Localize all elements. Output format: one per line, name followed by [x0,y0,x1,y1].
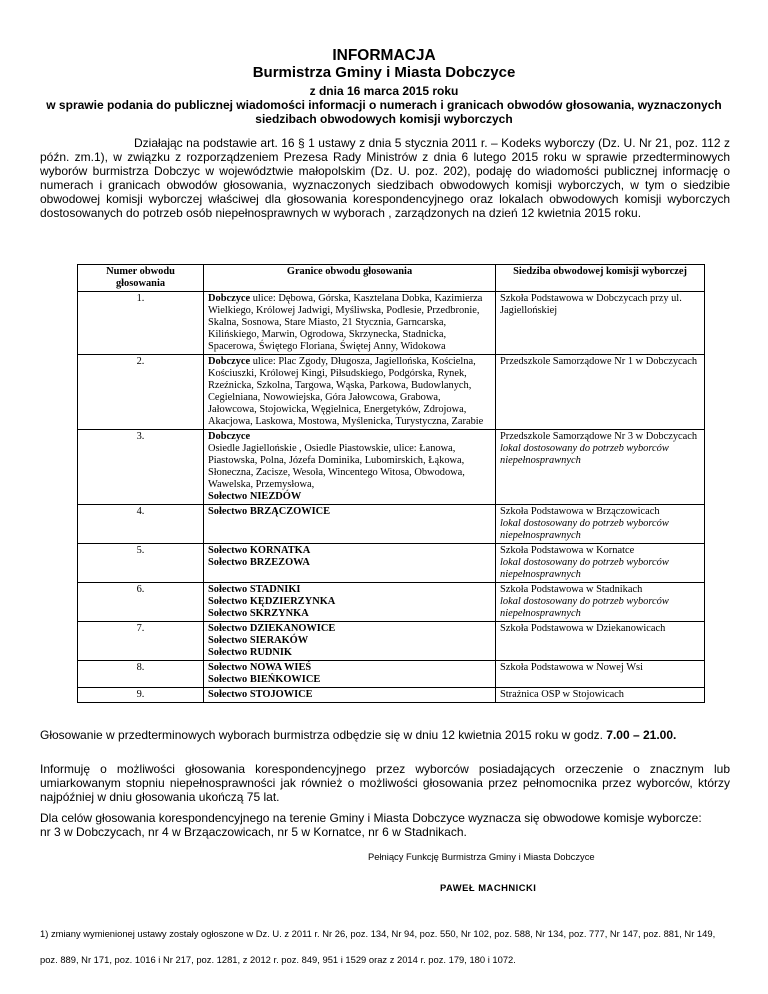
seat-name: Przedszkole Samorządowe Nr 3 w Dobczycach [500,431,698,442]
table-row [78,661,705,688]
bounds-streets: ulice: Plac Zgody, Długosza, Jagiellońska, Kościelna, Kościuszki, Królowej Kingi, Piłsudskiego, Podgórska, Rynek, Rzeźnicka, Szkolna, Targowa, Wąska, Parkowa, Budowlanych, Cegielniana, Nowowiejska, Góra Jałowcowa, Grabowa, Jałowcowa, Stojowicka, Węgielnica, Energetyków, Zdrojowa, Akacjowa, Laskowa, Mostowa, Myślenicka, Turystyczna, Zarabie [208,356,484,427]
table-row [78,688,705,703]
table-row [78,505,705,544]
doc-subtitle: Burmistrza Gminy i Miasta Dobczyce [252,64,516,81]
seat-name: Szkoła Podstawowa w Dziekanowicach [500,623,666,634]
header-bounds: Granice obwodu głosowania [204,265,496,292]
seat-accessibility-note: lokal dostosowany do potrzeb wyborców niepełnosprawnych [500,518,669,541]
row-number: 7. [78,622,204,661]
bounds-solectwo: Sołectwo NOWA WIEŚ [208,662,312,673]
bounds-solectwo: Sołectwo STOJOWICE [208,689,313,700]
row-seat [496,544,705,583]
row-bounds [204,661,496,688]
row-number: 3. [78,430,204,505]
row-bounds [204,292,496,355]
intro-paragraph [40,136,730,220]
bounds-solectwo: Sołectwo BRZĄCZOWICE [208,506,331,517]
row-bounds [204,430,496,505]
row-number: 6. [78,583,204,622]
table-row [78,544,705,583]
row-number: 8. [78,661,204,688]
bounds-solectwo: Sołectwo KĘDZIERZYNKA [208,596,336,607]
row-seat [496,355,705,430]
table-row [78,292,705,355]
doc-subject: w sprawie podania do publicznej wiadomości informacji o numerach i granicach obwodów głosowania, wyznaczonych siedzibach obwodowych komisji wyborczych [46,98,722,126]
voting-date-paragraph [40,728,730,742]
signature-name: PAWEŁ MACHNICKI [440,882,537,893]
commissions-paragraph [40,811,730,839]
row-bounds [204,583,496,622]
commissions-line1: Dla celów głosowania korespondencyjnego na terenie Gminy i Miasta Dobczyce wyznacza się obwodowe komisje wyborcze: [40,811,702,825]
row-seat [496,688,705,703]
footnote: 1) zmiany wymienionej ustawy zostały ogłoszone w Dz. U. z 2011 r. Nr 26, poz. 134, Nr 94, poz. 550, Nr 102, poz. 588, Nr 134, poz. 777, Nr 147, poz. 881, Nr 149, poz. 889, Nr 171, poz. 1016 i Nr 217, poz. 1281, z 2012 r. poz. 849, 951 i 1529 oraz z 2014 r. poz. 179, 180 i 1072. [40,928,716,965]
seat-name: Szkoła Podstawowa w Kornatce [500,545,635,556]
row-number: 4. [78,505,204,544]
bounds-streets: Osiedle Jagiellońskie , Osiedle Piastowskie, ulice: Łanowa, Piastowska, Polna, Józefa Dominika, Lubomirskich, Łąkowa, Słoneczna, Zacisze, Wesoła, Wincentego Witosa, Obwodowa, Wawelska, Przemysłowa, [208,443,465,490]
seat-name: Szkoła Podstawowa w Stadnikach [500,584,643,595]
table-header-row [78,265,705,292]
seat-accessibility-note: lokal dostosowany do potrzeb wyborców niepełnosprawnych [500,557,669,580]
row-bounds [204,505,496,544]
voting-hours: 7.00 – 21.00. [606,728,677,742]
commissions-line2: nr 3 w Dobczycach, nr 4 w Brząaczowicach, nr 5 w Kornatce, nr 6 w Stadnikach. [40,825,467,839]
bounds-solectwo: Sołectwo SIERAKÓW [208,635,309,646]
table-row [78,622,705,661]
bounds-solectwo: Sołectwo SKRZYNKA [208,608,309,619]
row-number: 2. [78,355,204,430]
signature-role: Pełniący Funkcję Burmistrza Gminy i Miasta Dobczyce [368,851,595,862]
row-bounds [204,688,496,703]
seat-name: Szkoła Podstawowa w Dobczycach przy ul. Jagiellońskiej [500,293,682,316]
row-bounds [204,355,496,430]
voting-text: Głosowanie w przedterminowych wyborach burmistrza odbędzie się w dniu 12 kwietnia 2015 roku w godz. [40,728,603,742]
row-seat [496,292,705,355]
bounds-solectwo: Sołectwo BRZEZOWA [208,557,310,568]
intro-text: Działając na podstawie art. 16 § 1 ustawy z dnia 5 stycznia 2011 r. – Kodeks wyborczy (Dz. U. Nr 21, poz. 112 z późn. zm.1), w związku z rozporządzeniem Prezesa Rady Ministrów z dnia 6 lutego 2015 roku w sprawie przedterminowych wyborów burmistrza Dobczyc w województwie małopolskim (Dz. U. poz. 202), podaję do wiadomości publicznej informację o numerach i granicach obwodów głosowania, wyznaczonych siedzibach obwodowych komisji wyborczych, w tym o siedzibie obwodowej komisji wyborczej właściwej dla głosowania korespondencyjnego oraz lokalach obwodowych komisji wyborczych dostosowanych do potrzeb osób niepełnosprawnych w wyborach , zarządzonych na dzień 12 kwietnia 2015 roku. [40,136,730,220]
seat-accessibility-note: lokal dostosowany do potrzeb wyborców niepełnosprawnych [500,596,669,619]
table-row [78,355,705,430]
row-seat [496,505,705,544]
correspondence-paragraph: Informuję o możliwości głosowania korespondencyjnego przez wyborców posiadających orzeczenie o znacznym lub umiarkowanym stopniu niepełnosprawności jak również o możliwości głosowania przez pełnomocnika przez wyborców, którzy najpóźniej w dniu głosowania ukończą 75 lat. [40,762,730,804]
row-seat [496,622,705,661]
doc-title: INFORMACJA [332,47,436,64]
row-seat [496,661,705,688]
row-bounds [204,544,496,583]
bounds-town: Dobczyce [208,293,251,304]
table-row [78,430,705,505]
bounds-solectwo: Sołectwo KORNATKA [208,545,311,556]
header-seat: Siedziba obwodowej komisji wyborczej [496,265,705,292]
doc-date: z dnia 16 marca 2015 roku [309,84,459,98]
seat-name: Przedszkole Samorządowe Nr 1 w Dobczycach [500,356,698,367]
table-row [78,583,705,622]
row-number: 9. [78,688,204,703]
seat-name: Strażnica OSP w Stojowicach [500,689,624,700]
seat-name: Szkoła Podstawowa w Brzączowicach [500,506,660,517]
bounds-streets: ulice: Dębowa, Górska, Kasztelana Dobka, Kazimierza Wielkiego, Królowej Jadwigi, Myśliwska, Podlesie, Przedbronie, Skalna, Sosnowa, Stare Miasto, 21 Stycznia, Garncarska, Kilińskiego, Marwin, Ogrodowa, Skrzynecka, Stadnicka, Spacerowa, Świętego Floriana, Świętej Anny, Widokowa [208,293,483,352]
row-bounds [204,622,496,661]
bounds-solectwo: Sołectwo STADNIKI [208,584,301,595]
bounds-town: Dobczyce [208,356,251,367]
seat-name: Szkoła Podstawowa w Nowej Wsi [500,662,643,673]
row-seat [496,583,705,622]
row-number: 1. [78,292,204,355]
bounds-town: Dobczyce [208,431,251,442]
header-number: Numer obwodu głosowania [78,265,204,292]
bounds-solectwo: Sołectwo RUDNIK [208,647,292,658]
row-number: 5. [78,544,204,583]
bounds-solectwo: Sołectwo NIEZDÓW [208,491,302,502]
districts-table [77,264,705,703]
seat-accessibility-note: lokal dostosowany do potrzeb wyborców niepełnosprawnych [500,443,669,466]
bounds-solectwo: Sołectwo BIEŃKOWICE [208,674,321,685]
bounds-solectwo: Sołectwo DZIEKANOWICE [208,623,336,634]
row-seat [496,430,705,505]
